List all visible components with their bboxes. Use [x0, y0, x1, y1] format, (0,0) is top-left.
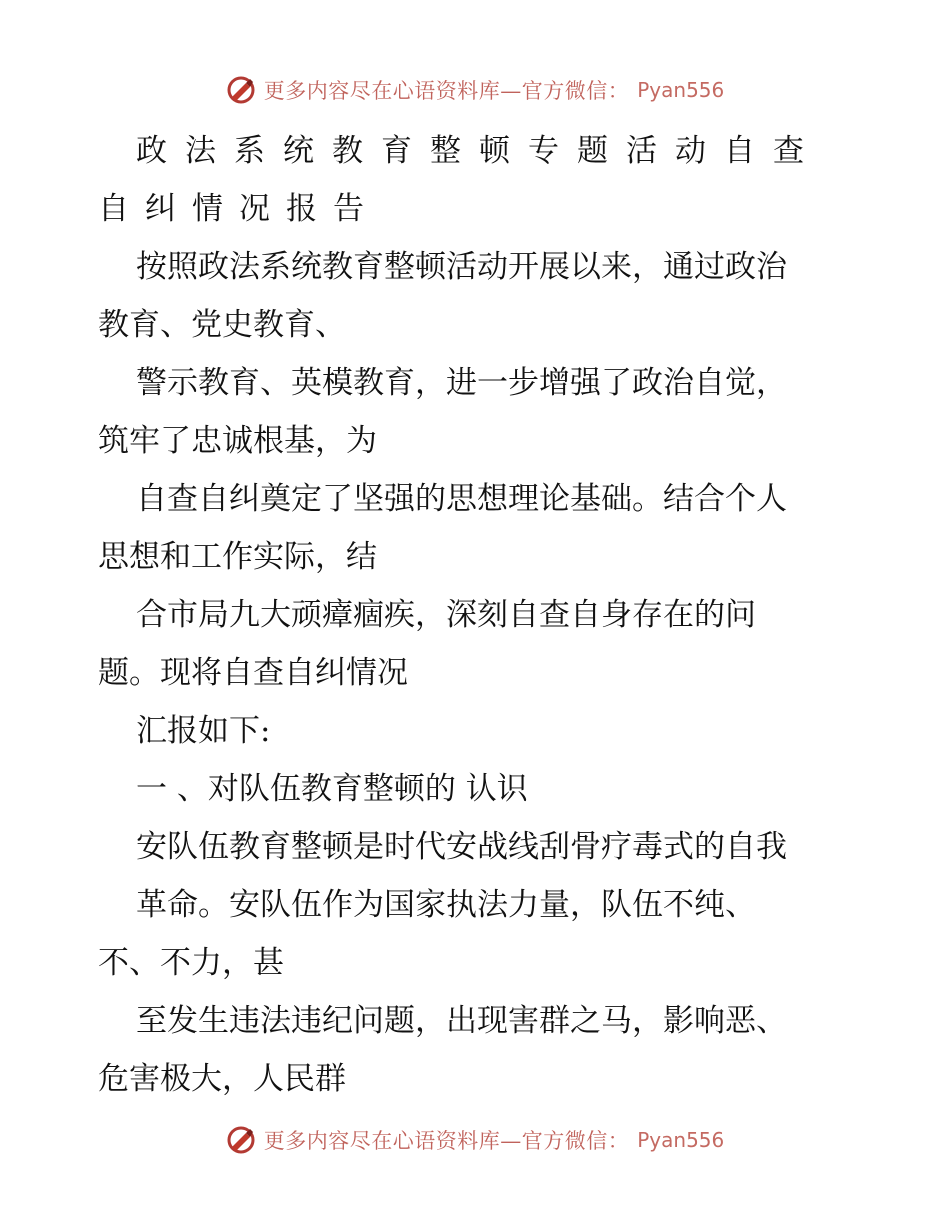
text-line: 自查自纠奠定了坚强的思想理论基础。结合个人	[136, 481, 787, 517]
text-line: 危害极大，人民群	[98, 1061, 346, 1097]
watermark-id: Pyan556	[637, 78, 725, 102]
text-line: 汇报如下:	[136, 713, 271, 749]
text-line: 思想和工作实际，结	[98, 539, 377, 575]
text-line: 合市局九大顽瘴痼疾，深刻自查自身存在的问	[136, 597, 756, 633]
doc-title-line-1: 政法系统教育整顿专题活动自查	[136, 133, 822, 169]
text-line: 安队伍教育整顿是时代安战线刮骨疗毒式的自我	[136, 829, 787, 865]
text-line: 教育、党史教育、	[98, 307, 346, 343]
document-body	[98, 122, 858, 1108]
footer-watermark	[0, 1120, 950, 1160]
text-line: 按照政法系统教育整顿活动开展以来，通过政治	[136, 249, 787, 285]
text-line: 至发生违法违纪问题，出现害群之马，影响恶、	[136, 1003, 787, 1039]
header-watermark	[0, 70, 950, 110]
doc-title-line-2: 自纠情况报告	[98, 191, 380, 227]
text-line: 革命。安队伍作为国家执法力量，队伍不纯、	[136, 887, 756, 923]
text-line: 筑牢了忠诚根基，为	[98, 423, 377, 459]
paragraph-lines	[98, 238, 858, 1108]
watermark-text: 更多内容尽在心语资料库—官方微信：	[263, 79, 630, 103]
red-pen-circle-logo-icon	[226, 1125, 256, 1155]
text-line: 警示教育、英模教育，进一步增强了政治自觉，	[136, 365, 787, 401]
text-line: 不、不力，甚	[98, 945, 284, 981]
red-pen-circle-logo-icon	[226, 75, 256, 105]
watermark-id: Pyan556	[637, 1128, 725, 1152]
text-line: 题。现将自查自纠情况	[98, 655, 408, 691]
watermark-text: 更多内容尽在心语资料库—官方微信：	[263, 1129, 630, 1153]
text-line: 一 、对队伍教育整顿的 认识	[136, 771, 528, 807]
